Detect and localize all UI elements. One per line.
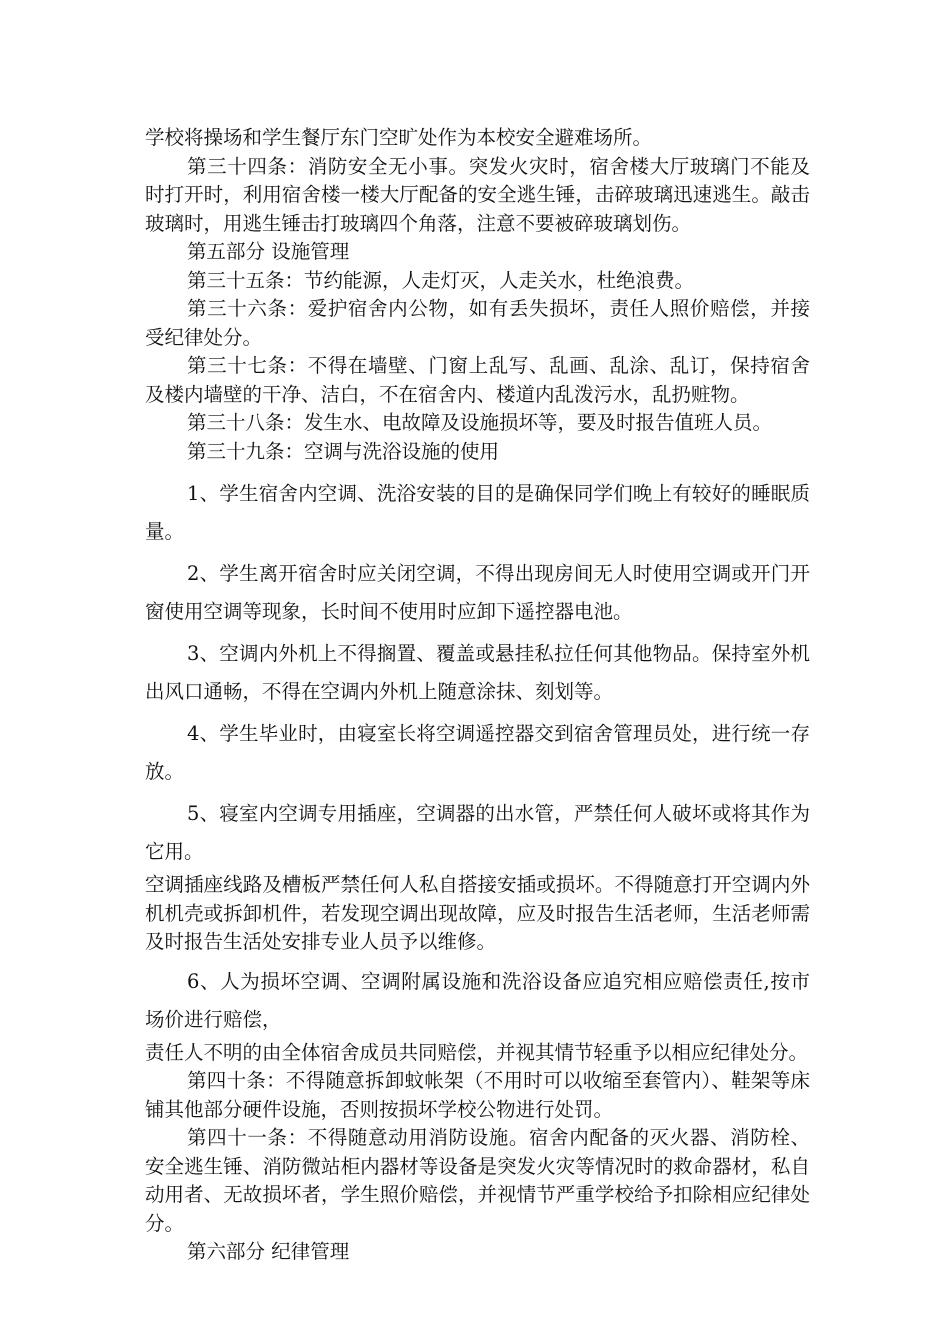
article-38: 第三十八条：发生水、电故障及设施损坏等，要及时报告值班人员。 xyxy=(187,411,773,434)
ac-item-6-continued: 责任人不明的由全体宿舍成员共同赔偿，并视其情节轻重予以相应纪律处分。 xyxy=(145,1040,809,1064)
ac-item-2: 2、学生离开宿舍时应关闭空调，不得出现房间无人时使用空调或开门开窗使用空调等现象，长时间不使用时应卸下遥控器电池。 xyxy=(145,562,810,623)
ac-item-3: 3、空调内外机上不得搁置、覆盖或悬挂私拉任何其他物品。保持室外机出风口通畅，不得在空调内外机上随意涂抹、刻划等。 xyxy=(145,642,810,703)
article-37: 第三十七条：不得在墙壁、门窗上乱写、乱画、乱涂、乱订，保持宿舍及楼内墙壁的干净、洁白，不在宿舍内、楼道内乱泼污水，乱扔赃物。 xyxy=(145,354,810,406)
ac-item-6: 6、人为损坏空调、空调附属设施和洗浴设备应追究相应赔偿责任,按市场价进行赔偿， xyxy=(145,969,810,1031)
article-39: 第三十九条：空调与洗浴设施的使用 xyxy=(187,439,500,463)
section-6-heading: 第六部分 纪律管理 xyxy=(187,1240,350,1263)
document-body xyxy=(145,124,810,1267)
paragraph-evacuation-site: 学校将操场和学生餐厅东门空旷处作为本校安全避难场所。 xyxy=(145,126,653,149)
article-35: 第三十五条：节约能源，人走灯灭，人走关水，杜绝浪费。 xyxy=(187,268,695,292)
section-5-heading: 第五部分 设施管理 xyxy=(187,240,350,263)
article-41: 第四十一条：不得随意动用消防设施。宿舍内配备的灭火器、消防栓、安全逃生锤、消防微站柜内器材等设备是突发火灾等情况时的救命器材，私自动用者、无故损坏者，学生照价赔偿，并视情节严重学校给予扣除相应纪律处分。 xyxy=(145,1126,810,1235)
article-36: 第三十六条：爱护宿舍内公物，如有丢失损坏，责任人照价赔偿，并接受纪律处分。 xyxy=(145,297,810,349)
article-40: 第四十条：不得随意拆卸蚊帐架（不用时可以收缩至套管内）、鞋架等床铺其他部分硬件设施，否则按损坏学校公物进行处罚。 xyxy=(145,1069,810,1121)
ac-item-5: 5、寝室内空调专用插座，空调器的出水管，严禁任何人破坏或将其作为它用。 xyxy=(145,802,810,863)
ac-item-5-continued: 空调插座线路及槽板严禁任何人私自搭接安插或损坏。不得随意打开空调内外机机壳或拆卸机件，若发现空调出现故障，应及时报告生活老师，生活老师需及时报告生活处安排专业人员予以维修。 xyxy=(145,873,810,953)
ac-item-1: 1、学生宿舍内空调、洗浴安装的目的是确保同学们晚上有较好的睡眠质量。 xyxy=(145,482,810,543)
article-34: 第三十四条：消防安全无小事。突发火灾时，宿舍楼大厅玻璃门不能及时打开时，利用宿舍楼一楼大厅配备的安全逃生锤，击碎玻璃迅速逃生。敲击玻璃时，用逃生锤击打玻璃四个角落，注意不要被碎玻璃划伤。 xyxy=(145,154,810,235)
ac-item-4: 4、学生毕业时，由寝室长将空调遥控器交到宿舍管理员处，进行统一存放。 xyxy=(145,722,810,783)
